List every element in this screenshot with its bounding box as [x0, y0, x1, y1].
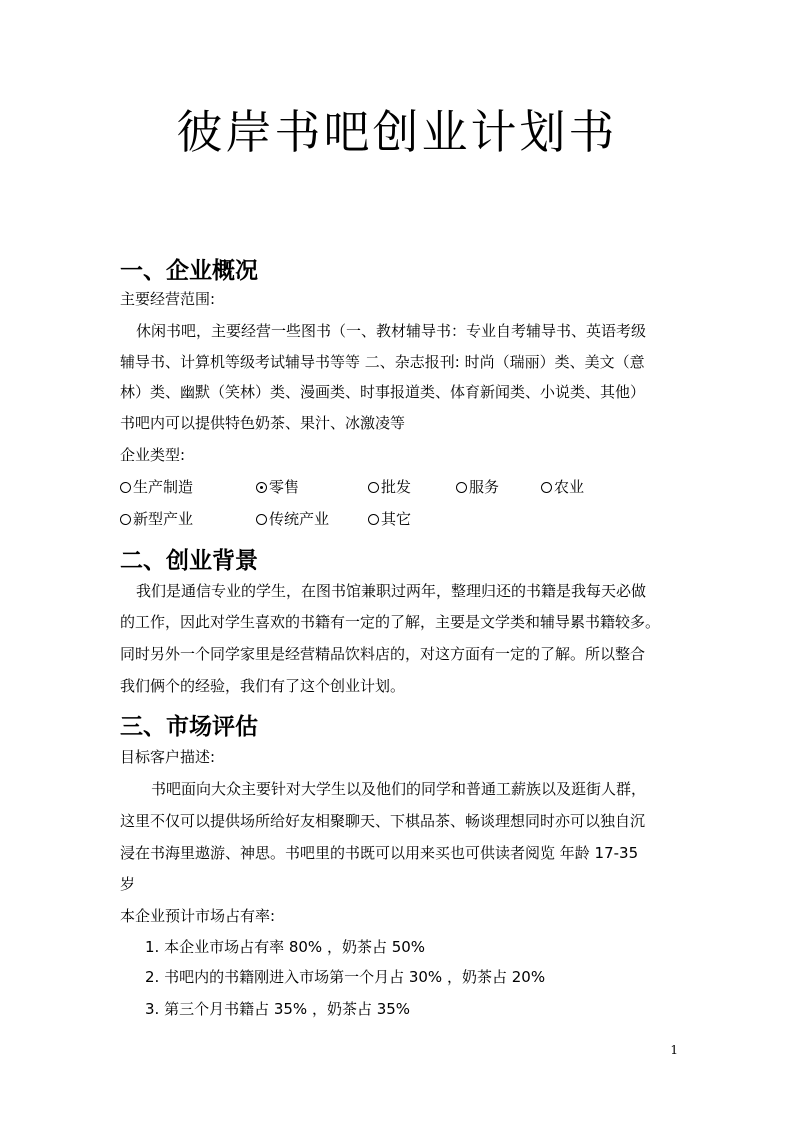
scope-line: 休闲书吧，主要经营一些图书（一、教材辅导书：专业自考辅导书、英语考级 — [136, 322, 647, 340]
radio-icon — [456, 482, 467, 493]
type-label: 企业类型: — [120, 446, 186, 464]
scope-line: 林）类、幽默（笑林）类、漫画类、时事报道类、体育新闻类、小说类、其他） — [120, 383, 646, 401]
type-option-traditional-industry[interactable]: 传统产业 — [256, 508, 329, 529]
scope-line: 书吧内可以提供特色奶茶、果汁、冰激凌等 — [120, 414, 406, 432]
page-number: 1 — [670, 1043, 678, 1057]
target-line: 这里不仅可以提供场所给好友相聚聊天、下棋品茶、畅谈理想同时亦可以独自沉 — [120, 812, 646, 830]
type-option-manufacturing[interactable]: 生产制造 — [120, 476, 193, 497]
background-line: 的工作，因此对学生喜欢的书籍有一定的了解，主要是文学类和辅导累书籍较多。 — [120, 613, 661, 631]
background-line: 我们是通信专业的学生，在图书馆兼职过两年，整理归还的书籍是我每天必做 — [136, 582, 647, 600]
scope-line: 辅导书、计算机等级考试辅导书等等 二、杂志报刊: 时尚（瑞丽）类、美文（意 — [120, 353, 645, 371]
share-item: 1. 本企业市场占有率 80% ，奶茶占 50% — [145, 938, 426, 956]
type-option-wholesale[interactable]: 批发 — [368, 476, 411, 497]
document-title: 彼岸书吧创业计划书 — [176, 105, 618, 159]
share-label: 本企业预计市场占有率: — [120, 907, 276, 925]
type-option-service[interactable]: 服务 — [456, 476, 499, 497]
share-item: 3. 第三个月书籍占 35% ，奶茶占 35% — [145, 1000, 411, 1018]
radio-icon — [120, 482, 131, 493]
type-option-agriculture[interactable]: 农业 — [541, 476, 584, 497]
target-label: 目标客户描述: — [120, 748, 216, 766]
target-line: 岁 — [120, 875, 136, 893]
radio-checked-icon — [256, 482, 267, 493]
section-heading-market: 三、市场评估 — [120, 713, 258, 740]
radio-icon — [368, 514, 379, 525]
section-heading-overview: 一、企业概况 — [120, 257, 258, 284]
type-option-retail[interactable]: 零售 — [256, 476, 299, 497]
scope-label: 主要经营范围: — [120, 290, 216, 308]
radio-icon — [368, 482, 379, 493]
target-line: 书吧面向大众主要针对大学生以及他们的同学和普通工薪族以及逛街人群， — [151, 780, 647, 798]
share-item: 2. 书吧内的书籍刚进入市场第一个月占 30% ，奶茶占 20% — [145, 968, 546, 986]
type-option-other[interactable]: 其它 — [368, 508, 411, 529]
section-heading-background: 二、创业背景 — [120, 547, 258, 574]
radio-icon — [541, 482, 552, 493]
radio-icon — [256, 514, 267, 525]
background-line: 我们俩个的经验，我们有了这个创业计划。 — [120, 677, 406, 695]
radio-icon — [120, 514, 131, 525]
type-option-new-industry[interactable]: 新型产业 — [120, 508, 193, 529]
target-line: 浸在书海里遨游、神思。书吧里的书既可以用来买也可供读者阅览 年龄 17-35 — [120, 844, 639, 862]
background-line: 同时另外一个同学家里是经营精品饮料店的，对这方面有一定的了解。所以整合 — [120, 645, 646, 663]
